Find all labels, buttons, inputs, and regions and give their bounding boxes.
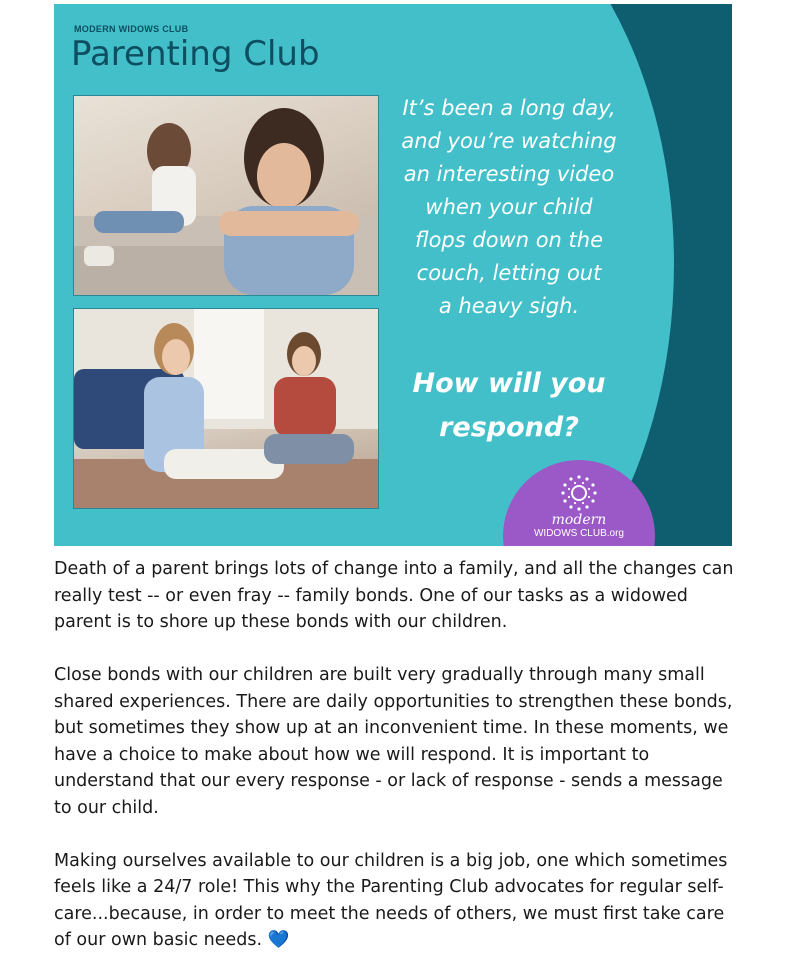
photo-sad-girl-on-couch (73, 95, 379, 296)
logo-text-modern: modern (551, 512, 607, 528)
question-line: How will you (412, 368, 606, 399)
article-paragraph: Death of a parent brings lots of change into a family, and all the changes can really test -- or even fray -- family bonds. One of our tasks as a widowed parent is to shore up these bonds with our children. (54, 559, 734, 632)
quote-line: an interesting video (403, 162, 615, 186)
quote-line: It’s been a long day, (402, 96, 616, 120)
quote-line: a heavy sigh. (438, 294, 580, 318)
org-name-small: MODERN WIDOWS CLUB (74, 24, 189, 34)
article-paragraph-last (54, 848, 744, 954)
photo-illustration-1 (74, 96, 378, 295)
quote-line: flops down on the (415, 228, 603, 252)
article-paragraph: Close bonds with our children are built very gradually through many small shared experiences. There are daily opportunities to strengthen these bonds, but sometimes they show up at an inconvenient time. In these moments, we have a choice to make about how we will respond. It is important to understand that our every response - or lack of response - sends a message to our child. (54, 665, 733, 818)
parenting-club-banner (54, 4, 732, 546)
quote-line: couch, letting out (416, 261, 602, 285)
banner-quote (384, 92, 634, 323)
quote-line: and you’re watching (401, 129, 617, 153)
article-paragraph-text: Making ourselves available to our children is a big job, one which sometimes feels like a 24/7 role! This why the Parenting Club advocates for regular self-care...because, in order to meet the needs of others, we must first take care of our own basic needs. (54, 850, 728, 950)
quote-line: when your child (425, 195, 593, 219)
banner-title: Parenting Club (71, 34, 320, 74)
article-body (54, 556, 744, 980)
photo-illustration-2 (74, 309, 378, 508)
blue-heart-icon: 💙 (267, 930, 290, 950)
banner-question (384, 362, 634, 450)
logo-text-widows-club: WIDOWS CLUB.org (533, 528, 624, 539)
logo-burst-icon (558, 472, 600, 514)
question-line: respond? (439, 412, 579, 443)
photo-mother-daughter-talking (73, 308, 379, 509)
